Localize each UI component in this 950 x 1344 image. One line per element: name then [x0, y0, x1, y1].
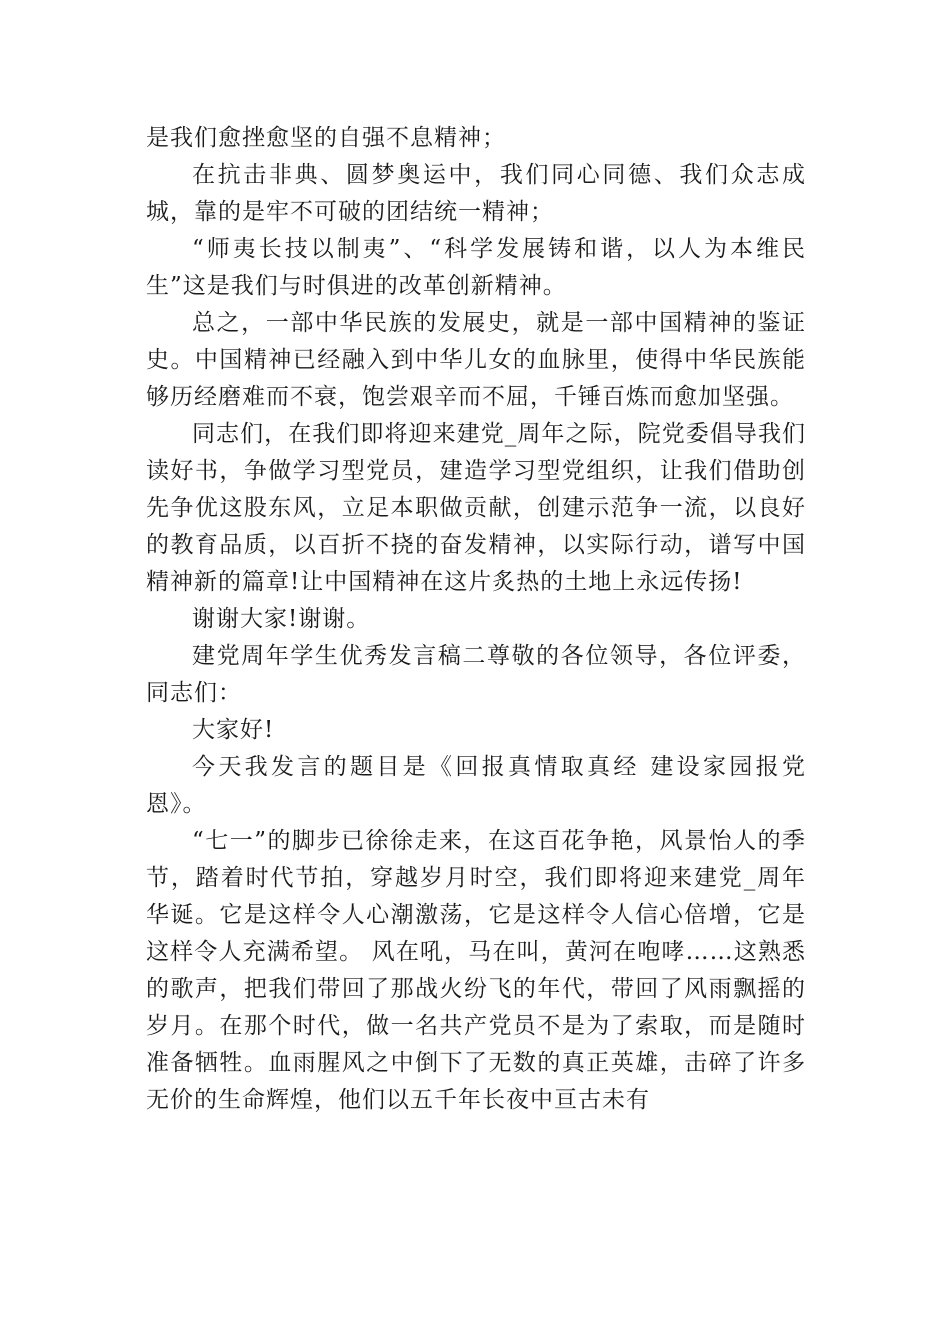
paragraph-9: 今天我发言的题目是《回报真情取真经 建设家园报党恩》。	[146, 754, 806, 817]
paragraph-10: “七一”的脚步已徐徐走来，在这百花争艳，风景怡人的季节，踏着时代节拍，穿越岁月时空，我们即将迎来建党_周年华诞。它是这样令人心潮激荡，它是这样令人信心倍增，它是这样令人充满希望。 风在吼，马在叫，黄河在咆哮……这熟悉的歌声，把我们带回了那战火纷飞的年代，带回了风雨飘摇的岁月。在那个时代，做一名共产党员不是为了索取，而是随时准备牺牲。血雨腥风之中倒下了无数的真正英雄，击碎了许多无价的生命辉煌，他们以五千年长夜中亘古未有	[146, 828, 806, 1113]
paragraph-5: 同志们，在我们即将迎来建党_周年之际，院党委倡导我们读好书，争做学习型党员，建造学习型党组织，让我们借助创先争优这股东风，立足本职做贡献，创建示范争一流，以良好的教育品质，以百折不挠的奋发精神，以实际行动，谱写中国精神新的篇章!让中国精神在这片炙热的土地上永远传扬!	[146, 421, 806, 595]
paragraph-8: 大家好!	[192, 717, 275, 743]
paragraph-1: 是我们愈挫愈坚的自强不息精神；	[146, 125, 506, 151]
paragraph-4: 总之，一部中华民族的发展史，就是一部中国精神的鉴证史。中国精神已经融入到中华儿女的血脉里，使得中华民族能够历经磨难而不衰，饱尝艰辛而不屈，千锤百炼而愈加坚强。	[146, 310, 806, 410]
paragraph-3: “师夷长技以制夷”、“科学发展铸和谐，以人为本维民生”这是我们与时俱进的改革创新精神。	[146, 236, 806, 299]
paragraph-6: 谢谢大家!谢谢。	[192, 606, 371, 632]
paragraph-2: 在抗击非典、圆梦奥运中，我们同心同德、我们众志成城，靠的是牢不可破的团结统一精神；	[146, 162, 806, 225]
paragraph-7: 建党周年学生优秀发言稿二尊敬的各位领导，各位评委，同志们：	[146, 643, 806, 706]
document-body	[146, 120, 806, 1119]
